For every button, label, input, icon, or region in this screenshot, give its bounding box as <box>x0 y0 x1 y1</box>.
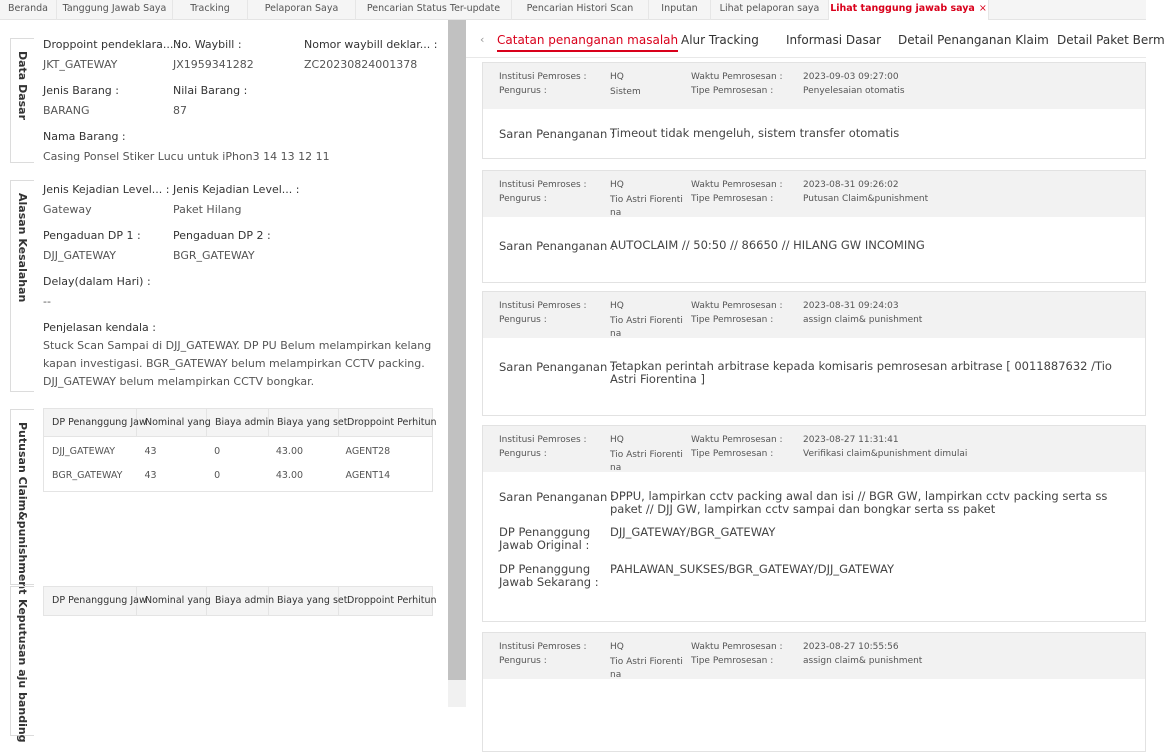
record-value: Verifikasi claim&punishment dimulai <box>803 449 968 459</box>
record-value: Putusan Claim&punishment <box>803 194 929 204</box>
record-value: 2023-08-31 09:24:03 <box>803 301 899 311</box>
tab-label: Beranda <box>8 3 48 14</box>
field-label: Jenis Barang : <box>43 84 119 97</box>
table-header <box>44 409 437 437</box>
field-nilai-barang <box>173 84 247 117</box>
top-tab-bar <box>0 0 1146 20</box>
record-label: Pengurus : <box>499 194 547 204</box>
table-cell: AGENT14 <box>345 469 391 481</box>
tab-label: Pencarian Histori Scan <box>526 3 634 14</box>
record-label: Saran Penanganan : <box>499 490 615 504</box>
field-label: Pengaduan DP 2 : <box>173 229 271 242</box>
field-label: Droppoint pendeklara... : <box>43 38 181 51</box>
record-value: HQ <box>610 642 624 652</box>
tab-label: Tracking <box>190 3 230 14</box>
record-label: Tipe Pemrosesan : <box>691 194 774 204</box>
field-value: Casing Ponsel Stiker Lucu untuk iPhon3 14 13 12 11 <box>43 150 330 163</box>
tab-label: Pelaporan Saya <box>264 3 339 14</box>
record-value: DPPU, lampirkan cctv packing awal dan isi // BGR GW, lampirkan cctv packing serta ss paket // DJJ GW, lampirkan cctv sampai dan bongkar serta ss paket <box>610 489 1108 516</box>
field-label: Nilai Barang : <box>173 84 248 97</box>
record-header <box>483 633 1145 679</box>
tab-informasi-dasar[interactable]: Informasi Dasar <box>786 33 882 47</box>
keputusan-table <box>43 586 437 616</box>
record-value: PAHLAWAN_SUKSES/BGR_GATEWAY/DJJ_GATEWAY <box>610 562 895 576</box>
table-cell: DJJ_GATEWAY <box>52 445 116 457</box>
record-label: Tipe Pemrosesan : <box>691 86 774 96</box>
record-value: 2023-08-27 10:55:56 <box>803 642 899 652</box>
top-tab-pencarian-histori-scan[interactable] <box>512 0 649 20</box>
table-header <box>44 587 437 615</box>
record-label: Saran Penanganan : <box>499 360 615 374</box>
field-pengaduan-dp-1 <box>43 229 141 262</box>
record-label: Tipe Pemrosesan : <box>691 656 774 666</box>
table-cell: BGR_GATEWAY <box>52 469 123 481</box>
field-label: Nomor waybill deklar... : <box>304 38 438 51</box>
field-pengaduan-dp-2 <box>173 229 271 262</box>
section-label-keputusan-aju-banding: Keputusan aju banding <box>10 586 34 736</box>
record-label: Waktu Pemrosesan : <box>691 72 783 82</box>
record-label: Waktu Pemrosesan : <box>691 642 783 652</box>
tab-label: Tanggung Jawab Saya <box>62 3 167 14</box>
record-value: AUTOCLAIM // 50:50 // 86650 // HILANG GW INCOMING <box>610 238 925 252</box>
column-header[interactable]: Droppoint Perhitun <box>347 595 437 606</box>
field-label: Jenis Kejadian Level... : <box>43 183 170 196</box>
field-value: BARANG <box>43 104 90 117</box>
section-label-data-dasar: Data Dasar <box>10 38 34 163</box>
record-label: Pengurus : <box>499 86 547 96</box>
column-header[interactable]: Nominal yang <box>137 587 207 615</box>
top-tab-pelaporan-saya[interactable] <box>248 0 356 20</box>
record-label: Saran Penanganan : <box>499 239 615 253</box>
record-label: Institusi Pemroses : <box>499 72 587 82</box>
record-value: assign claim& punishment <box>803 656 923 666</box>
column-header[interactable]: Biaya admin <box>207 587 269 615</box>
top-tab-tracking[interactable] <box>173 0 248 20</box>
field-nama-barang <box>43 130 330 163</box>
handling-record-card <box>482 170 1146 283</box>
record-label: DP Penanggung Jawab Sekarang : <box>499 562 599 589</box>
record-label: Institusi Pemroses : <box>499 180 587 190</box>
tab-label: Pencarian Status Ter-update <box>366 3 501 14</box>
record-value: 2023-08-27 11:31:41 <box>803 435 899 445</box>
record-label: Tipe Pemrosesan : <box>691 449 774 459</box>
field-droppoint <box>43 38 181 71</box>
record-label: Waktu Pemrosesan : <box>691 435 783 445</box>
record-label: Waktu Pemrosesan : <box>691 301 783 311</box>
record-value: Penyelesaian otomatis <box>803 86 905 96</box>
field-jenis-barang <box>43 84 119 117</box>
top-tab-lihat-tanggung-jawab-saya[interactable] <box>829 0 989 20</box>
record-value: 2023-08-31 09:26:02 <box>803 180 899 190</box>
field-value: -- <box>43 295 51 308</box>
record-label: Institusi Pemroses : <box>499 642 587 652</box>
record-header <box>483 292 1145 338</box>
tab-label: Lihat tanggung jawab saya <box>830 3 975 14</box>
table-row <box>44 463 432 487</box>
table-row <box>44 439 432 463</box>
detail-tab-bar <box>466 20 1165 58</box>
record-header <box>483 63 1145 109</box>
handling-record-card <box>482 291 1146 416</box>
record-label: DP Penanggung Jawab Original : <box>499 525 591 552</box>
top-tab-inputan[interactable] <box>649 0 711 20</box>
field-label: No. Waybill : <box>173 38 242 51</box>
record-label: Waktu Pemrosesan : <box>691 180 783 190</box>
table-cell: 43 <box>144 469 157 481</box>
tab-catatan-penanganan[interactable]: Catatan penanganan masalah <box>497 33 678 52</box>
field-nomor-waybill-deklar <box>304 38 437 71</box>
record-value: Tio Astri Fiorentina <box>610 195 683 218</box>
field-value: 87 <box>173 104 187 117</box>
close-icon[interactable]: × <box>978 3 987 14</box>
record-value: Sistem <box>610 87 641 97</box>
table-cell: 0 <box>214 445 221 457</box>
table-cell: 0 <box>214 469 221 481</box>
column-header[interactable]: Biaya yang set <box>269 587 339 615</box>
section-label-alasan-kesalahan: Alasan Kesalahan <box>10 180 34 392</box>
left-panel <box>0 20 448 743</box>
table-cell: 43.00 <box>275 469 304 481</box>
record-value: HQ <box>610 180 624 190</box>
field-value: ZC20230824001378 <box>304 58 418 71</box>
putusan-table <box>43 408 437 492</box>
column-header[interactable]: Biaya admin <box>207 409 269 437</box>
tab-detail-penanganan-klaim[interactable]: Detail Penanganan Klaim <box>898 33 1049 47</box>
column-header[interactable]: Nominal yang <box>137 409 207 437</box>
record-value: HQ <box>610 72 624 82</box>
handling-record-card <box>482 425 1146 622</box>
record-value: Tio Astri Fiorentina <box>610 450 683 473</box>
section-label-putusan-claim: Putusan Claim&punishment <box>10 409 34 585</box>
record-value: HQ <box>610 435 624 445</box>
field-value: JX1959341282 <box>173 58 254 71</box>
right-panel <box>466 20 1165 707</box>
record-value: Tio Astri Fiorentina <box>610 657 683 680</box>
handling-record-card <box>482 62 1146 159</box>
field-label: Pengaduan DP 1 : <box>43 229 141 242</box>
column-header[interactable]: DP Penanggung Jaw <box>44 587 137 615</box>
field-penjelasan-kendala-label <box>43 321 156 334</box>
field-delay <box>43 275 151 308</box>
top-tab-tanggung-jawab-saya[interactable] <box>57 0 173 20</box>
field-value: JKT_GATEWAY <box>43 58 118 71</box>
penjelasan-kendala-text: Stuck Scan Sampai di DJJ_GATEWAY. DP PU Belum melampirkan kelangkapan investigasi. BGR_GATEWAY belum melampirkan CCTV packing. DJJ_GATEWAY belum melampirkan CCTV bongkar. <box>43 339 432 388</box>
table-cell: 43 <box>144 445 157 457</box>
field-label: Jenis Kejadian Level... : <box>173 183 300 196</box>
handling-record-card <box>482 632 1146 752</box>
field-value: DJJ_GATEWAY <box>43 249 116 262</box>
record-value: Timeout tidak mengeluh, sistem transfer otomatis <box>610 126 900 140</box>
tab-alur-tracking[interactable]: Alur Tracking <box>681 33 759 47</box>
tab-label: Inputan <box>661 3 698 14</box>
record-label: Pengurus : <box>499 449 547 459</box>
record-label: Pengurus : <box>499 315 547 325</box>
left-panel-scrollbar-thumb[interactable] <box>448 20 466 680</box>
record-label: Institusi Pemroses : <box>499 301 587 311</box>
record-label: Institusi Pemroses : <box>499 435 587 445</box>
field-waybill <box>173 38 254 71</box>
column-header[interactable]: DP Penanggung Jaw <box>44 409 137 437</box>
column-header[interactable]: Biaya yang set <box>269 409 339 437</box>
field-value: Paket Hilang <box>173 203 242 216</box>
field-value: BGR_GATEWAY <box>173 249 255 262</box>
top-tab-beranda[interactable] <box>0 0 57 20</box>
tab-label: Lihat pelaporan saya <box>719 3 820 14</box>
chevron-left-icon[interactable]: ‹ <box>480 33 485 46</box>
record-label: Saran Penanganan : <box>499 127 615 141</box>
record-value: DJJ_GATEWAY/BGR_GATEWAY <box>610 525 776 539</box>
field-jenis-kejadian-2 <box>173 183 299 216</box>
record-value: Tetapkan perintah arbitrase kepada komisaris pemrosesan arbitrase [ 0011887632 /Tio Astri Fiorentina ] <box>610 359 1112 386</box>
record-label: Pengurus : <box>499 656 547 666</box>
record-header <box>483 171 1145 217</box>
record-header <box>483 426 1145 472</box>
table-cell: AGENT28 <box>345 445 391 457</box>
field-jenis-kejadian-1 <box>43 183 169 216</box>
record-label: Tipe Pemrosesan : <box>691 315 774 325</box>
record-value: HQ <box>610 301 624 311</box>
field-value: Gateway <box>43 203 92 216</box>
field-label: Delay(dalam Hari) : <box>43 275 151 288</box>
column-header[interactable]: Droppoint Perhitun <box>347 416 437 428</box>
record-value: Tio Astri Fiorentina <box>610 316 683 339</box>
field-label: Penjelasan kendala : <box>43 321 156 334</box>
record-value: assign claim& punishment <box>803 315 923 325</box>
field-label: Nama Barang : <box>43 130 126 143</box>
top-tab-lihat-pelaporan-saya[interactable] <box>711 0 829 20</box>
record-value: 2023-09-03 09:27:00 <box>803 72 899 82</box>
top-tab-pencarian-status[interactable] <box>356 0 512 20</box>
table-cell: 43.00 <box>275 445 304 457</box>
tab-detail-paket[interactable]: Detail Paket Berm <box>1057 33 1165 47</box>
